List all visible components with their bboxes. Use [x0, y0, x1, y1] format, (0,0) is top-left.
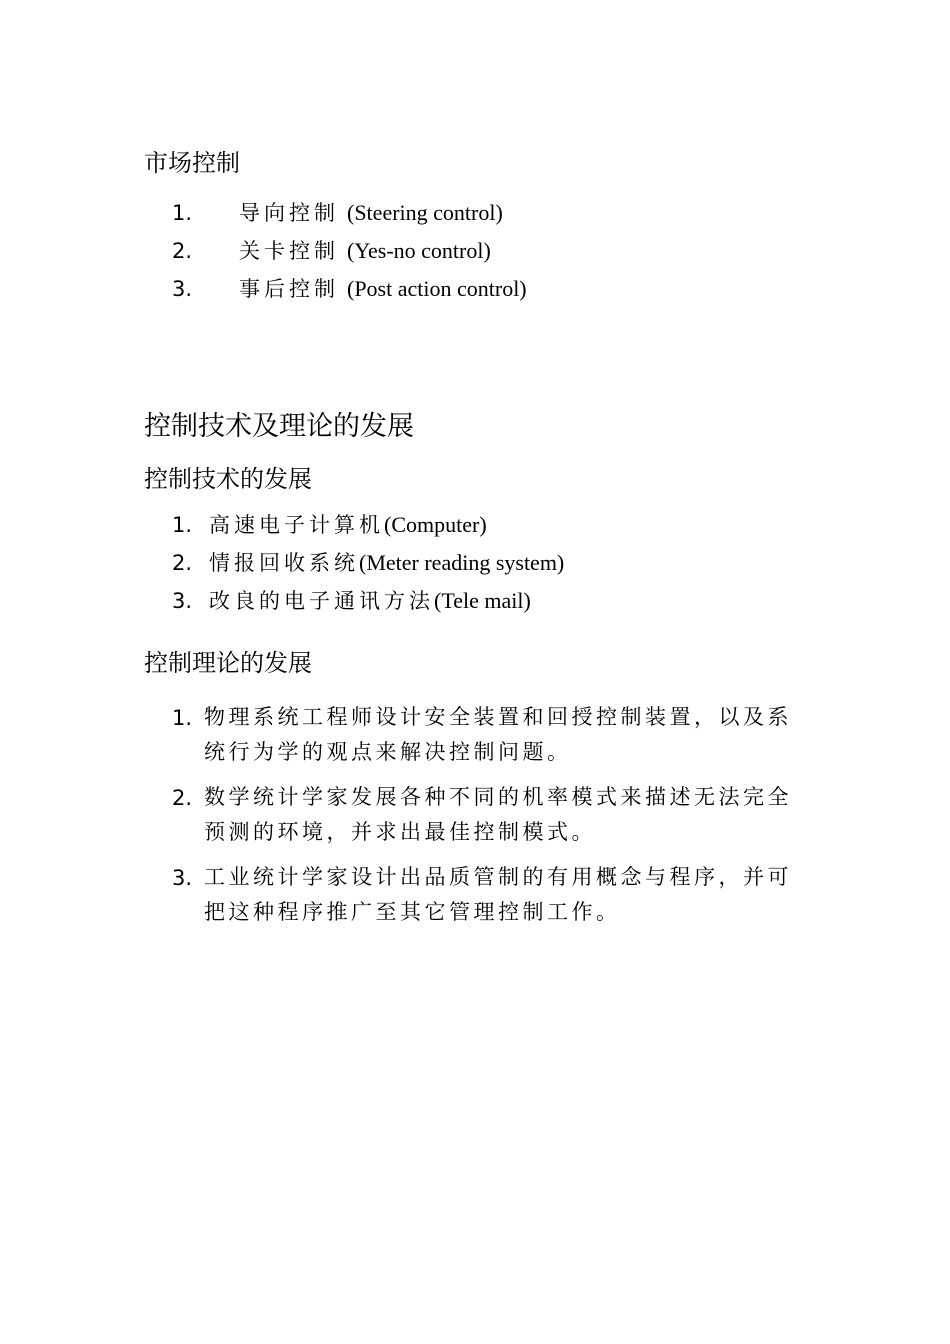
- list-item-number: 1.: [172, 706, 193, 730]
- list-item-chinese: 情报回收系统: [209, 551, 359, 575]
- list-item-chinese: 事后控制: [239, 277, 339, 301]
- list-item-english: (Tele mail): [434, 588, 531, 613]
- list-item-english: (Post action control): [347, 276, 527, 301]
- list-item-number: 2.: [172, 239, 193, 263]
- list-item-number: 2.: [172, 786, 193, 810]
- market-control-heading: 市场控制: [144, 149, 240, 177]
- list-item-paragraph: 数学统计学家发展各种不同的机率模式来描述无法完全预测的环境，并求出最佳控制模式。: [204, 785, 792, 844]
- list-item-number: 3.: [172, 589, 193, 613]
- list-item-chinese: 高速电子计算机: [209, 513, 384, 537]
- development-heading: 控制技术及理论的发展: [144, 411, 414, 442]
- list-item-chinese: 关卡控制: [239, 239, 339, 263]
- list-item-english: (Meter reading system): [359, 550, 565, 575]
- list-item-number: 1.: [172, 513, 193, 537]
- list-item-english: (Steering control): [347, 200, 503, 225]
- list-item-paragraph: 工业统计学家设计出品质管制的有用概念与程序，并可把这种程序推广至其它管理控制工作。: [204, 865, 792, 924]
- theory-development-heading: 控制理论的发展: [144, 649, 312, 677]
- list-item-number: 1.: [172, 201, 193, 225]
- list-item-number: 2.: [172, 551, 193, 575]
- list-item-chinese: 改良的电子通讯方法: [209, 589, 434, 613]
- list-item-english: (Yes-no control): [347, 238, 491, 263]
- list-item-paragraph: 物理系统工程师设计安全装置和回授控制装置，以及系统行为学的观点来解决控制问题。: [204, 705, 792, 764]
- list-item-number: 3.: [172, 277, 193, 301]
- list-item-english: (Computer): [384, 512, 487, 537]
- list-item-number: 3.: [172, 866, 193, 890]
- tech-development-heading: 控制技术的发展: [144, 465, 312, 493]
- list-item-chinese: 导向控制: [239, 201, 339, 225]
